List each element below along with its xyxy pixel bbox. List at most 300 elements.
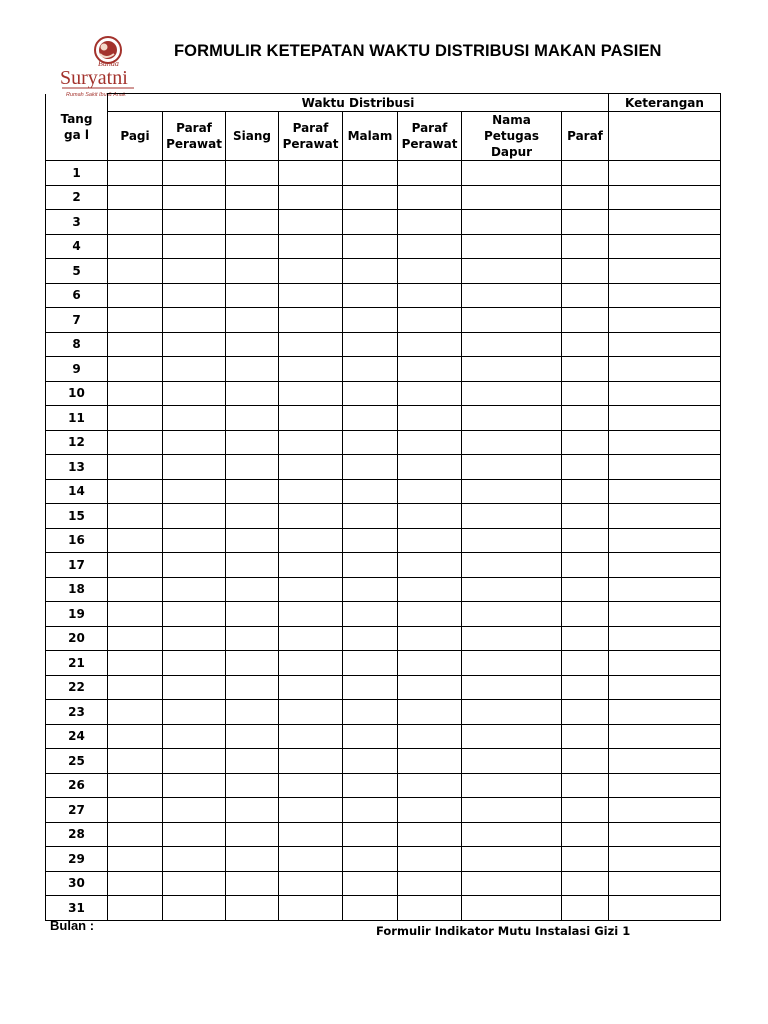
entry-cell[interactable]: [279, 455, 343, 480]
entry-cell[interactable]: [226, 896, 279, 921]
entry-cell[interactable]: [609, 749, 721, 774]
entry-cell[interactable]: [279, 871, 343, 896]
entry-cell[interactable]: [398, 161, 462, 186]
entry-cell[interactable]: [108, 896, 163, 921]
entry-cell[interactable]: [609, 700, 721, 725]
entry-cell[interactable]: [562, 602, 609, 627]
entry-cell[interactable]: [226, 528, 279, 553]
entry-cell[interactable]: [343, 749, 398, 774]
entry-cell[interactable]: [226, 798, 279, 823]
date-number: 7: [46, 308, 108, 333]
entry-cell[interactable]: [163, 234, 226, 259]
entry-cell[interactable]: [398, 455, 462, 480]
entry-cell[interactable]: [226, 283, 279, 308]
entry-cell[interactable]: [163, 700, 226, 725]
entry-cell[interactable]: [562, 210, 609, 235]
entry-cell[interactable]: [108, 504, 163, 529]
entry-cell[interactable]: [562, 773, 609, 798]
entry-cell[interactable]: [163, 430, 226, 455]
table-row: [46, 798, 721, 823]
entry-cell[interactable]: [398, 357, 462, 382]
entry-cell[interactable]: [398, 700, 462, 725]
entry-cell[interactable]: [462, 773, 562, 798]
entry-cell[interactable]: [343, 259, 398, 284]
entry-cell[interactable]: [562, 553, 609, 578]
entry-cell[interactable]: [562, 234, 609, 259]
entry-cell[interactable]: [398, 675, 462, 700]
entry-cell[interactable]: [279, 577, 343, 602]
table-row: [46, 626, 721, 651]
entry-cell[interactable]: [609, 430, 721, 455]
entry-cell[interactable]: [462, 332, 562, 357]
entry-cell[interactable]: [226, 651, 279, 676]
entry-cell[interactable]: [226, 381, 279, 406]
entry-cell[interactable]: [343, 455, 398, 480]
entry-cell[interactable]: [462, 626, 562, 651]
entry-cell[interactable]: [279, 504, 343, 529]
entry-cell[interactable]: [108, 381, 163, 406]
entry-cell[interactable]: [343, 602, 398, 627]
entry-cell[interactable]: [609, 504, 721, 529]
entry-cell[interactable]: [108, 430, 163, 455]
entry-cell[interactable]: [398, 528, 462, 553]
entry-cell[interactable]: [398, 553, 462, 578]
entry-cell[interactable]: [226, 185, 279, 210]
entry-cell[interactable]: [226, 577, 279, 602]
entry-cell[interactable]: [609, 847, 721, 872]
entry-cell[interactable]: [343, 822, 398, 847]
entry-cell[interactable]: [226, 773, 279, 798]
entry-cell[interactable]: [609, 210, 721, 235]
table-row: [46, 553, 721, 578]
entry-cell[interactable]: [462, 259, 562, 284]
entry-cell[interactable]: [562, 896, 609, 921]
entry-cell[interactable]: [226, 406, 279, 431]
entry-cell[interactable]: [609, 528, 721, 553]
entry-cell[interactable]: [343, 651, 398, 676]
entry-cell[interactable]: [163, 528, 226, 553]
entry-cell[interactable]: [108, 553, 163, 578]
entry-cell[interactable]: [562, 749, 609, 774]
entry-cell[interactable]: [609, 259, 721, 284]
entry-cell[interactable]: [163, 675, 226, 700]
entry-cell[interactable]: [462, 406, 562, 431]
date-number: 27: [46, 798, 108, 823]
entry-cell[interactable]: [226, 871, 279, 896]
date-number: 21: [46, 651, 108, 676]
entry-cell[interactable]: [343, 626, 398, 651]
entry-cell[interactable]: [343, 479, 398, 504]
entry-cell[interactable]: [279, 675, 343, 700]
entry-cell[interactable]: [462, 553, 562, 578]
entry-cell[interactable]: [609, 822, 721, 847]
entry-cell[interactable]: [226, 675, 279, 700]
entry-cell[interactable]: [343, 185, 398, 210]
entry-cell[interactable]: [609, 455, 721, 480]
entry-cell[interactable]: [163, 406, 226, 431]
entry-cell[interactable]: [343, 577, 398, 602]
entry-cell[interactable]: [609, 234, 721, 259]
entry-cell[interactable]: [343, 234, 398, 259]
entry-cell[interactable]: [562, 455, 609, 480]
entry-cell[interactable]: [279, 651, 343, 676]
table-row: [46, 259, 721, 284]
entry-cell[interactable]: [343, 871, 398, 896]
entry-cell[interactable]: [562, 185, 609, 210]
entry-cell[interactable]: [108, 185, 163, 210]
entry-cell[interactable]: [562, 700, 609, 725]
entry-cell[interactable]: [398, 185, 462, 210]
entry-cell[interactable]: [163, 332, 226, 357]
entry-cell[interactable]: [562, 479, 609, 504]
date-number: 24: [46, 724, 108, 749]
entry-cell[interactable]: [226, 161, 279, 186]
entry-cell[interactable]: [609, 406, 721, 431]
entry-cell[interactable]: [226, 749, 279, 774]
entry-cell[interactable]: [163, 847, 226, 872]
entry-cell[interactable]: [609, 651, 721, 676]
entry-cell[interactable]: [462, 847, 562, 872]
entry-cell[interactable]: [343, 161, 398, 186]
table-row: [46, 749, 721, 774]
entry-cell[interactable]: [226, 332, 279, 357]
entry-cell[interactable]: [279, 430, 343, 455]
date-number: 22: [46, 675, 108, 700]
entry-cell[interactable]: [226, 308, 279, 333]
entry-cell[interactable]: [609, 871, 721, 896]
date-number: 16: [46, 528, 108, 553]
entry-cell[interactable]: [108, 161, 163, 186]
entry-cell[interactable]: [562, 430, 609, 455]
entry-cell[interactable]: [398, 798, 462, 823]
entry-cell[interactable]: [398, 504, 462, 529]
entry-cell[interactable]: [462, 381, 562, 406]
entry-cell[interactable]: [226, 430, 279, 455]
entry-cell[interactable]: [398, 822, 462, 847]
table-row: [46, 871, 721, 896]
entry-cell[interactable]: [609, 724, 721, 749]
entry-cell[interactable]: [462, 798, 562, 823]
entry-cell[interactable]: [398, 871, 462, 896]
entry-cell[interactable]: [398, 602, 462, 627]
entry-cell[interactable]: [163, 577, 226, 602]
entry-cell[interactable]: [609, 161, 721, 186]
entry-cell[interactable]: [398, 847, 462, 872]
entry-cell[interactable]: [163, 308, 226, 333]
entry-cell[interactable]: [462, 896, 562, 921]
entry-cell[interactable]: [462, 234, 562, 259]
entry-cell[interactable]: [462, 185, 562, 210]
entry-cell[interactable]: [343, 308, 398, 333]
entry-cell[interactable]: [108, 577, 163, 602]
date-header: Tangga l: [46, 94, 108, 161]
entry-cell[interactable]: [163, 210, 226, 235]
entry-cell[interactable]: [562, 871, 609, 896]
entry-cell[interactable]: [609, 357, 721, 382]
entry-cell[interactable]: [279, 259, 343, 284]
entry-cell[interactable]: [163, 773, 226, 798]
entry-cell[interactable]: [279, 773, 343, 798]
entry-cell[interactable]: [279, 479, 343, 504]
entry-cell[interactable]: [343, 406, 398, 431]
entry-cell[interactable]: [343, 332, 398, 357]
entry-cell[interactable]: [108, 822, 163, 847]
entry-cell[interactable]: [226, 210, 279, 235]
entry-cell[interactable]: [562, 504, 609, 529]
entry-cell[interactable]: [163, 479, 226, 504]
entry-cell[interactable]: [163, 798, 226, 823]
entry-cell[interactable]: [398, 896, 462, 921]
entry-cell[interactable]: [398, 234, 462, 259]
entry-cell[interactable]: [462, 577, 562, 602]
entry-cell[interactable]: [279, 210, 343, 235]
entry-cell[interactable]: [343, 675, 398, 700]
entry-cell[interactable]: [562, 651, 609, 676]
entry-cell[interactable]: [343, 700, 398, 725]
entry-cell[interactable]: [398, 332, 462, 357]
entry-cell[interactable]: [398, 283, 462, 308]
entry-cell[interactable]: [398, 308, 462, 333]
entry-cell[interactable]: [609, 896, 721, 921]
entry-cell[interactable]: [108, 234, 163, 259]
entry-cell[interactable]: [108, 406, 163, 431]
entry-cell[interactable]: [462, 308, 562, 333]
entry-cell[interactable]: [562, 357, 609, 382]
entry-cell[interactable]: [108, 651, 163, 676]
entry-cell[interactable]: [398, 210, 462, 235]
entry-cell[interactable]: [108, 479, 163, 504]
entry-cell[interactable]: [343, 896, 398, 921]
entry-cell[interactable]: [108, 675, 163, 700]
entry-cell[interactable]: [108, 210, 163, 235]
entry-cell[interactable]: [108, 773, 163, 798]
entry-cell[interactable]: [398, 259, 462, 284]
entry-cell[interactable]: [279, 798, 343, 823]
date-number: 29: [46, 847, 108, 872]
entry-cell[interactable]: [279, 700, 343, 725]
entry-cell[interactable]: [279, 357, 343, 382]
entry-cell[interactable]: [398, 430, 462, 455]
entry-cell[interactable]: [226, 847, 279, 872]
entry-cell[interactable]: [163, 357, 226, 382]
entry-cell[interactable]: [279, 847, 343, 872]
entry-cell[interactable]: [462, 479, 562, 504]
entry-cell[interactable]: [398, 406, 462, 431]
entry-cell[interactable]: [279, 185, 343, 210]
entry-cell[interactable]: [108, 626, 163, 651]
entry-cell[interactable]: [609, 553, 721, 578]
entry-cell[interactable]: [279, 308, 343, 333]
entry-cell[interactable]: [279, 749, 343, 774]
entry-cell[interactable]: [562, 724, 609, 749]
entry-cell[interactable]: [398, 749, 462, 774]
entry-cell[interactable]: [226, 626, 279, 651]
entry-cell[interactable]: [163, 381, 226, 406]
entry-cell[interactable]: [462, 210, 562, 235]
entry-cell[interactable]: [163, 822, 226, 847]
entry-cell[interactable]: [609, 675, 721, 700]
entry-cell[interactable]: [462, 357, 562, 382]
entry-cell[interactable]: [609, 798, 721, 823]
entry-cell[interactable]: [226, 504, 279, 529]
entry-cell[interactable]: [279, 332, 343, 357]
entry-cell[interactable]: [462, 724, 562, 749]
entry-cell[interactable]: [609, 773, 721, 798]
entry-cell[interactable]: [398, 651, 462, 676]
date-number: 12: [46, 430, 108, 455]
entry-cell[interactable]: [562, 577, 609, 602]
entry-cell[interactable]: [279, 283, 343, 308]
entry-cell[interactable]: [462, 749, 562, 774]
entry-cell[interactable]: [279, 896, 343, 921]
entry-cell[interactable]: [226, 602, 279, 627]
entry-cell[interactable]: [279, 528, 343, 553]
entry-cell[interactable]: [609, 577, 721, 602]
entry-cell[interactable]: [343, 773, 398, 798]
table-row: [46, 675, 721, 700]
entry-cell[interactable]: [398, 724, 462, 749]
entry-cell[interactable]: [226, 455, 279, 480]
entry-cell[interactable]: [163, 553, 226, 578]
entry-cell[interactable]: [462, 700, 562, 725]
table-row: [46, 724, 721, 749]
entry-cell[interactable]: [462, 822, 562, 847]
entry-cell[interactable]: [279, 406, 343, 431]
entry-cell[interactable]: [398, 479, 462, 504]
entry-cell[interactable]: [163, 455, 226, 480]
entry-cell[interactable]: [108, 602, 163, 627]
entry-cell[interactable]: [343, 283, 398, 308]
entry-cell[interactable]: [343, 381, 398, 406]
entry-cell[interactable]: [108, 724, 163, 749]
entry-cell[interactable]: [226, 700, 279, 725]
entry-cell[interactable]: [398, 381, 462, 406]
entry-cell[interactable]: [226, 259, 279, 284]
entry-cell[interactable]: [343, 357, 398, 382]
entry-cell[interactable]: [108, 283, 163, 308]
entry-cell[interactable]: [279, 724, 343, 749]
entry-cell[interactable]: [279, 234, 343, 259]
entry-cell[interactable]: [108, 871, 163, 896]
entry-cell[interactable]: [108, 357, 163, 382]
bulan-label: Bulan :: [50, 918, 95, 933]
entry-cell[interactable]: [609, 283, 721, 308]
entry-cell[interactable]: [163, 724, 226, 749]
entry-cell[interactable]: [163, 185, 226, 210]
entry-cell[interactable]: [108, 798, 163, 823]
entry-cell[interactable]: [279, 553, 343, 578]
entry-cell[interactable]: [279, 602, 343, 627]
entry-cell[interactable]: [398, 773, 462, 798]
entry-cell[interactable]: [462, 283, 562, 308]
date-number: 10: [46, 381, 108, 406]
entry-cell[interactable]: [562, 626, 609, 651]
entry-cell[interactable]: [398, 577, 462, 602]
entry-cell[interactable]: [562, 528, 609, 553]
entry-cell[interactable]: [279, 822, 343, 847]
entry-cell[interactable]: [562, 283, 609, 308]
entry-cell[interactable]: [163, 871, 226, 896]
entry-cell[interactable]: [609, 332, 721, 357]
entry-cell[interactable]: [462, 455, 562, 480]
entry-cell[interactable]: [108, 749, 163, 774]
entry-cell[interactable]: [462, 528, 562, 553]
entry-cell[interactable]: [108, 259, 163, 284]
entry-cell[interactable]: [163, 283, 226, 308]
entry-cell[interactable]: [163, 161, 226, 186]
entry-cell[interactable]: [462, 430, 562, 455]
entry-cell[interactable]: [279, 626, 343, 651]
entry-cell[interactable]: [562, 822, 609, 847]
entry-cell[interactable]: [462, 504, 562, 529]
entry-cell[interactable]: [226, 822, 279, 847]
entry-cell[interactable]: [163, 259, 226, 284]
entry-cell[interactable]: [343, 724, 398, 749]
entry-cell[interactable]: [462, 871, 562, 896]
entry-cell[interactable]: [163, 504, 226, 529]
entry-cell[interactable]: [343, 210, 398, 235]
entry-cell[interactable]: [562, 847, 609, 872]
entry-cell[interactable]: [609, 185, 721, 210]
entry-cell[interactable]: [609, 308, 721, 333]
entry-cell[interactable]: [562, 161, 609, 186]
entry-cell[interactable]: [343, 528, 398, 553]
entry-cell[interactable]: [562, 259, 609, 284]
date-number: 1: [46, 161, 108, 186]
entry-cell[interactable]: [163, 896, 226, 921]
table-row: [46, 773, 721, 798]
entry-cell[interactable]: [462, 675, 562, 700]
entry-cell[interactable]: [108, 308, 163, 333]
entry-cell[interactable]: [562, 675, 609, 700]
entry-cell[interactable]: [108, 332, 163, 357]
entry-cell[interactable]: [562, 798, 609, 823]
entry-cell[interactable]: [609, 479, 721, 504]
entry-cell[interactable]: [163, 602, 226, 627]
entry-cell[interactable]: [343, 553, 398, 578]
entry-cell[interactable]: [609, 381, 721, 406]
entry-cell[interactable]: [226, 553, 279, 578]
entry-cell[interactable]: [108, 847, 163, 872]
entry-cell[interactable]: [462, 161, 562, 186]
entry-cell[interactable]: [562, 332, 609, 357]
entry-cell[interactable]: [279, 381, 343, 406]
entry-cell[interactable]: [609, 626, 721, 651]
entry-cell[interactable]: [226, 357, 279, 382]
entry-cell[interactable]: [398, 626, 462, 651]
entry-cell[interactable]: [562, 406, 609, 431]
entry-cell[interactable]: [462, 651, 562, 676]
entry-cell[interactable]: [108, 700, 163, 725]
entry-cell[interactable]: [279, 161, 343, 186]
entry-cell[interactable]: [226, 479, 279, 504]
entry-cell[interactable]: [163, 749, 226, 774]
entry-cell[interactable]: [609, 602, 721, 627]
entry-cell[interactable]: [343, 504, 398, 529]
entry-cell[interactable]: [163, 626, 226, 651]
entry-cell[interactable]: [562, 381, 609, 406]
entry-cell[interactable]: [108, 528, 163, 553]
entry-cell[interactable]: [226, 724, 279, 749]
entry-cell[interactable]: [226, 234, 279, 259]
entry-cell[interactable]: [343, 798, 398, 823]
entry-cell[interactable]: [562, 308, 609, 333]
entry-cell[interactable]: [462, 602, 562, 627]
entry-cell[interactable]: [108, 455, 163, 480]
entry-cell[interactable]: [163, 651, 226, 676]
entry-cell[interactable]: [343, 847, 398, 872]
entry-cell[interactable]: [343, 430, 398, 455]
